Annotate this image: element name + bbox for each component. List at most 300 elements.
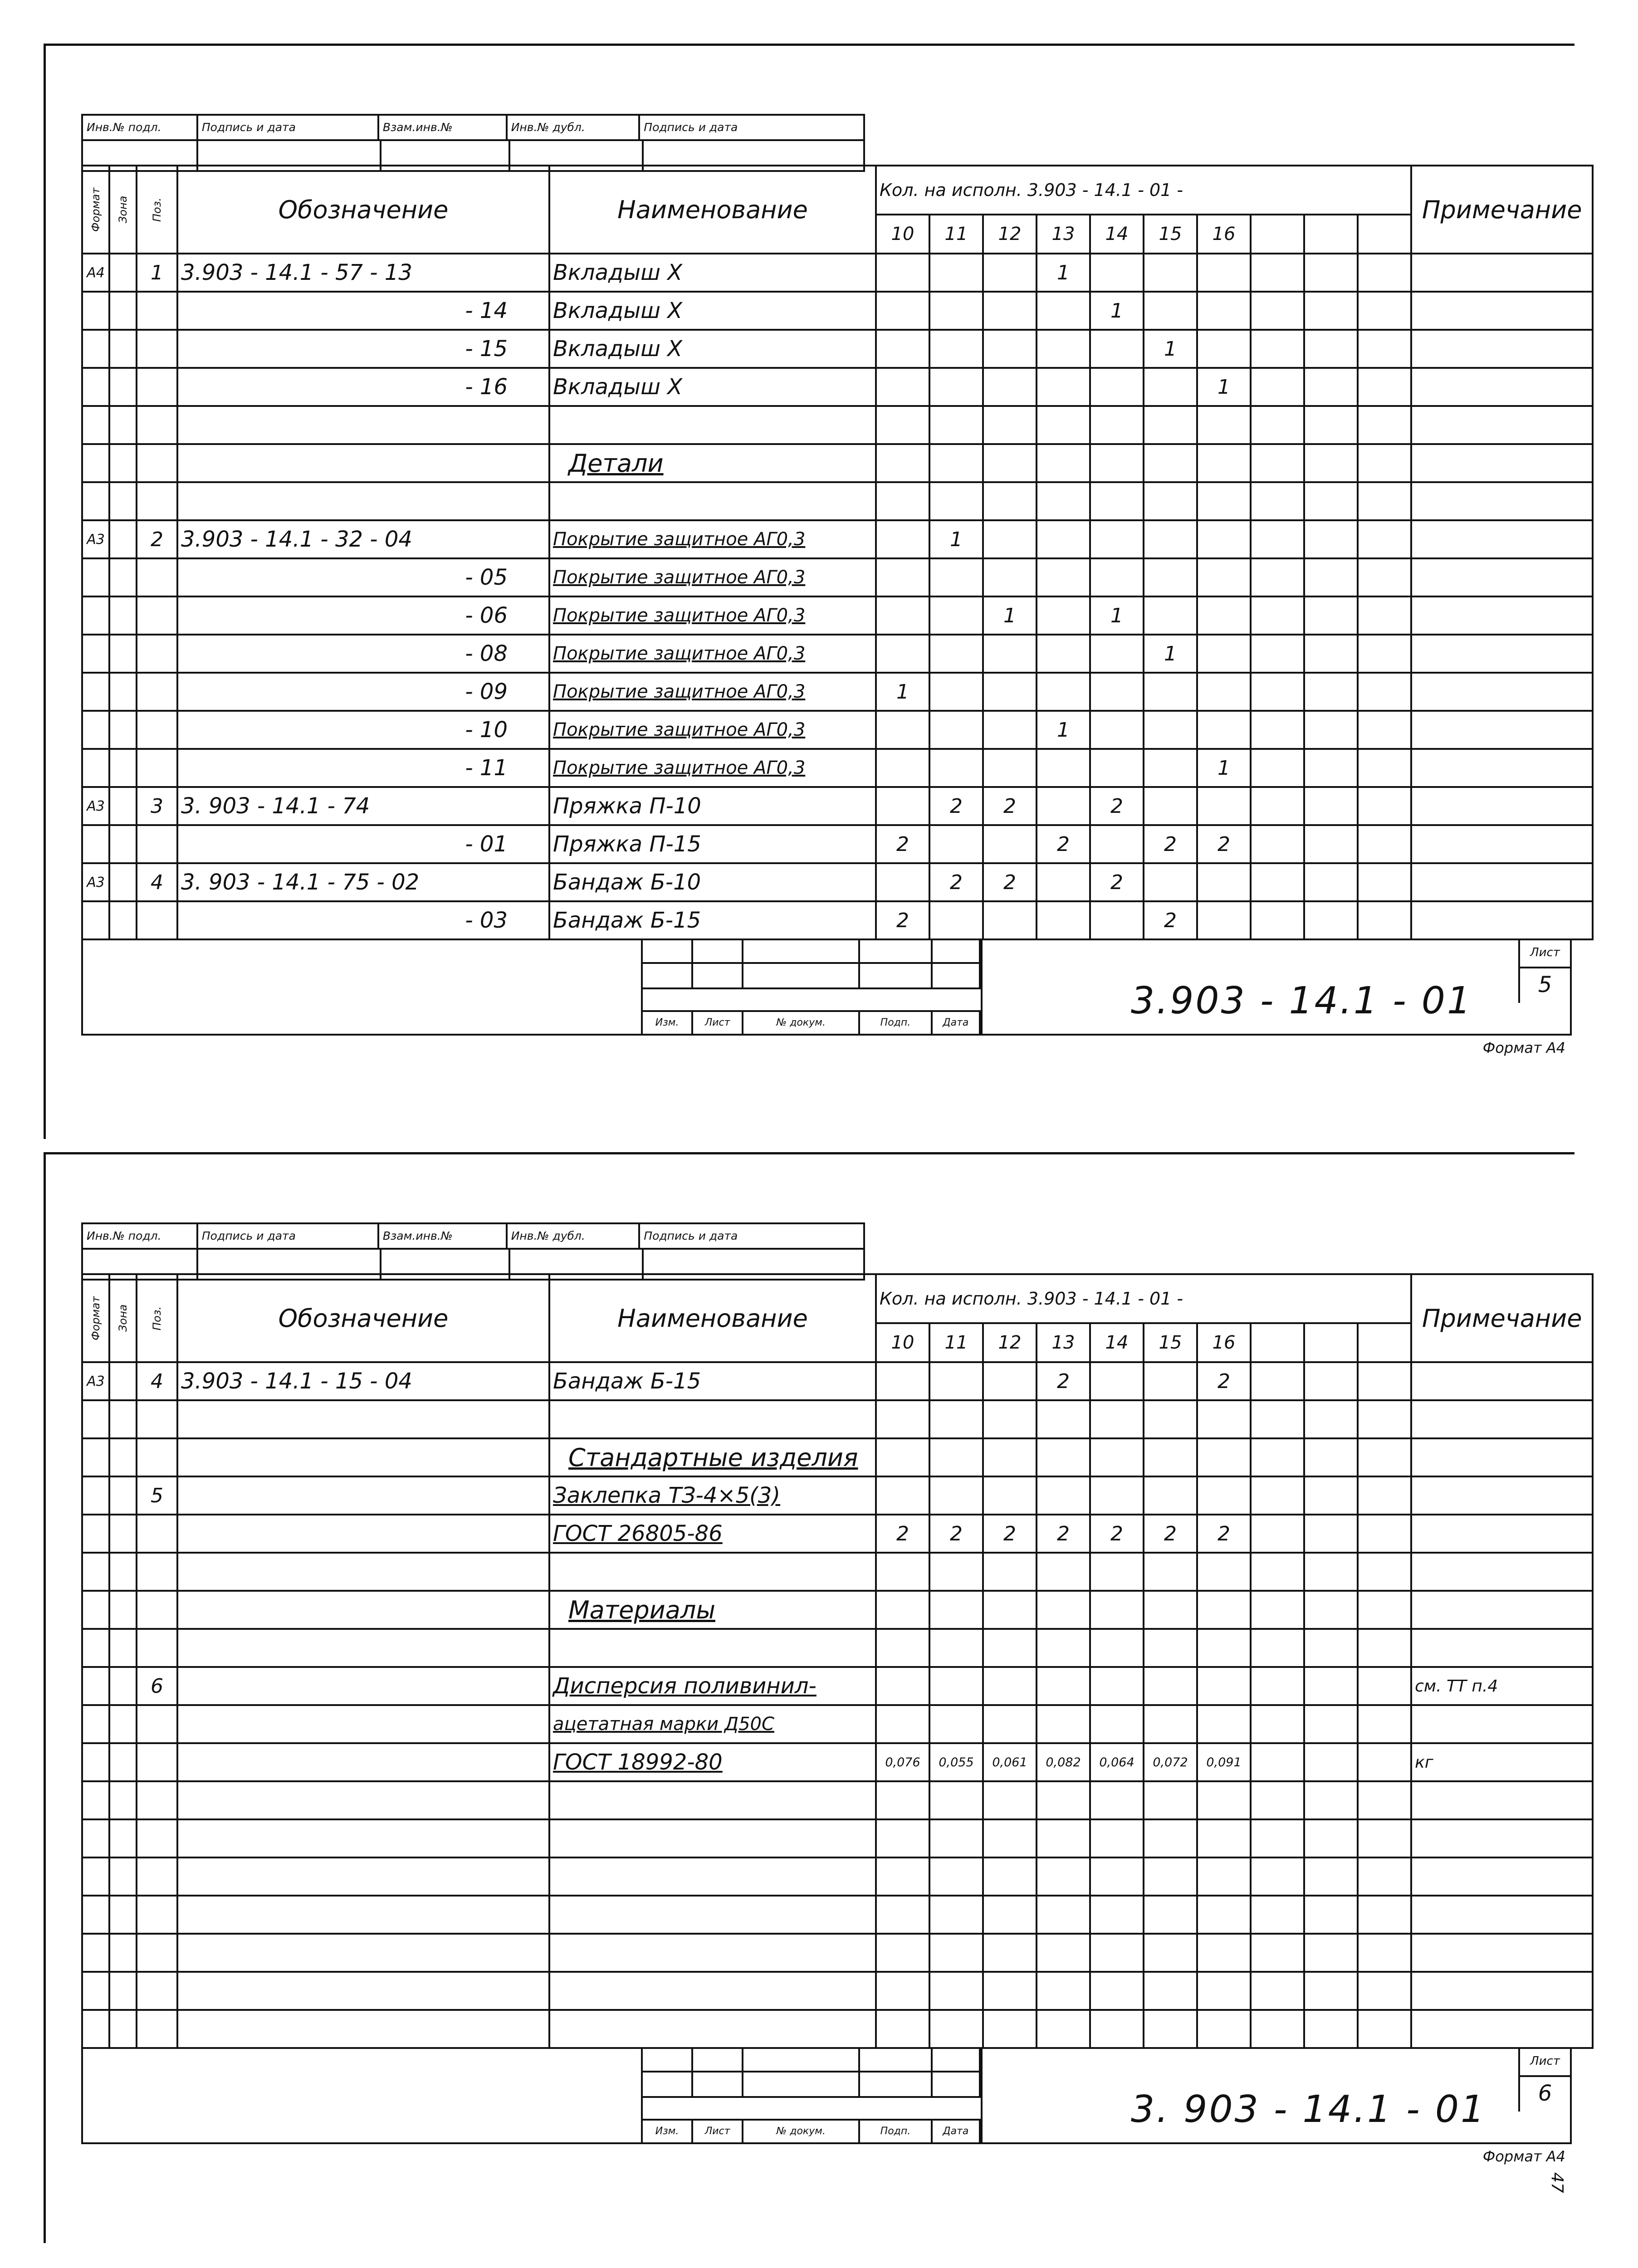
empty-cell (1144, 1438, 1197, 1476)
format-cell (82, 1667, 109, 1705)
revision-label: Дата (933, 2121, 981, 2142)
name-cell (549, 787, 876, 825)
name-cell (549, 1705, 876, 1743)
empty-cell (983, 444, 1037, 482)
note-cell: кг (1411, 1743, 1593, 1781)
empty-cell (1251, 1857, 1304, 1896)
qty-cell (876, 749, 929, 787)
pos-cell: 5 (137, 1476, 177, 1515)
table-row (82, 558, 1593, 596)
empty-cell (1358, 558, 1411, 596)
note-cell (1411, 482, 1593, 520)
empty-cell (1358, 482, 1411, 520)
empty-cell (1251, 1934, 1304, 1972)
empty-cell (1304, 825, 1358, 863)
qty-cell (1144, 673, 1197, 711)
empty-cell (1358, 1362, 1411, 1400)
qty-cell (1037, 1857, 1090, 1896)
name-text: Бандаж Б-15 (553, 1369, 701, 1394)
note-cell (1411, 1819, 1593, 1857)
empty-cell (1304, 1705, 1358, 1743)
qty-cell: 2 (1197, 825, 1251, 863)
qty-cell (1197, 901, 1251, 939)
name-cell (549, 749, 876, 787)
qty-cell (1090, 1972, 1144, 2010)
qty-cell (1037, 1400, 1090, 1438)
empty-cell (1358, 368, 1411, 406)
empty-cell (1197, 444, 1251, 482)
note-cell (1411, 1629, 1593, 1667)
zone-cell (109, 1476, 137, 1515)
empty-cell (1144, 1591, 1197, 1629)
qty-cell (1037, 406, 1090, 444)
empty-cell (1304, 1362, 1358, 1400)
qty-cell (1144, 1362, 1197, 1400)
name-cell (549, 1934, 876, 1972)
qty-cell (876, 1553, 929, 1591)
format-cell (82, 1400, 109, 1438)
archive-label: Взам.инв.№ (379, 1224, 508, 1248)
header-variant: 10 (876, 215, 929, 254)
qty-cell (1090, 1857, 1144, 1896)
qty-cell (929, 1896, 983, 1934)
header-note: Примечание (1411, 1274, 1593, 1362)
empty-cell (1304, 1781, 1358, 1819)
pos-cell (137, 1743, 177, 1781)
empty-cell (1358, 1972, 1411, 2010)
revision-label: Лист (693, 1012, 743, 1034)
designation-cell: - 05 (177, 558, 549, 596)
empty-cell (1358, 1667, 1411, 1705)
revision-label: Изм. (643, 2121, 693, 2142)
archive-label: Подпись и дата (644, 1229, 738, 1242)
name-text: Дисперсия поливинил- (553, 1673, 817, 1699)
qty-cell (983, 1934, 1037, 1972)
empty-cell (1251, 787, 1304, 825)
zone-cell (109, 1362, 137, 1400)
name-text: Вкладыш Х (553, 260, 683, 285)
pos-cell (137, 1819, 177, 1857)
empty-cell (1251, 1476, 1304, 1515)
qty-cell (876, 1857, 929, 1896)
qty-cell: 2 (929, 1515, 983, 1553)
format-cell (82, 330, 109, 368)
empty-cell (1197, 1591, 1251, 1629)
empty-cell (1251, 368, 1304, 406)
qty-cell (1197, 1857, 1251, 1896)
qty-cell (1037, 1934, 1090, 1972)
empty-cell (137, 444, 177, 482)
header-variant (1358, 1323, 1411, 1362)
zone-cell (109, 520, 137, 558)
table-row (82, 1819, 1593, 1857)
qty-cell (929, 1781, 983, 1819)
qty-cell (1037, 1972, 1090, 2010)
note-cell (1411, 901, 1593, 939)
qty-cell (1144, 292, 1197, 330)
pos-cell (137, 825, 177, 863)
empty-cell (1304, 1819, 1358, 1857)
qty-cell (1090, 482, 1144, 520)
qty-cell (876, 330, 929, 368)
empty-cell (1251, 1629, 1304, 1667)
pos-cell (137, 482, 177, 520)
empty-cell (1358, 1629, 1411, 1667)
qty-cell (1037, 1781, 1090, 1819)
qty-cell: 2 (876, 1515, 929, 1553)
name-text: ГОСТ 26805-86 (553, 1521, 723, 1546)
qty-cell: 2 (1144, 901, 1197, 939)
name-text: Покрытие защитное АГ0,3 (553, 719, 806, 740)
name-cell (549, 520, 876, 558)
qty-cell (1144, 1781, 1197, 1819)
qty-cell (1090, 749, 1144, 787)
table-row (82, 2010, 1593, 2048)
qty-cell (1090, 901, 1144, 939)
qty-cell: 2 (1090, 787, 1144, 825)
pos-cell: 3 (137, 787, 177, 825)
format-cell (82, 1781, 109, 1819)
qty-cell (1197, 254, 1251, 292)
table-row (82, 1629, 1593, 1667)
empty-cell (1304, 711, 1358, 749)
qty-cell (929, 1553, 983, 1591)
table-row (82, 901, 1593, 939)
header-qty-group: Кол. на исполн. 3.903 - 14.1 - 01 - (876, 166, 1411, 215)
side-mark: 47 (1548, 2172, 1566, 2193)
name-text: Покрытие защитное АГ0,3 (553, 758, 806, 778)
designation-cell (177, 1934, 549, 1972)
qty-cell (1144, 1476, 1197, 1515)
table-row (82, 749, 1593, 787)
empty-cell (1251, 1553, 1304, 1591)
zone-cell (109, 1896, 137, 1934)
designation-cell (177, 1896, 549, 1934)
empty-cell (1358, 1591, 1411, 1629)
designation-cell (177, 1553, 549, 1591)
qty-cell (876, 482, 929, 520)
format-cell (82, 558, 109, 596)
qty-cell (1197, 673, 1251, 711)
empty-cell (1251, 1362, 1304, 1400)
qty-cell (929, 596, 983, 635)
qty-cell (929, 1934, 983, 1972)
format-cell (82, 673, 109, 711)
qty-cell (983, 406, 1037, 444)
qty-cell (1090, 558, 1144, 596)
note-cell (1411, 1857, 1593, 1896)
qty-cell (1090, 330, 1144, 368)
name-text: Заклепка ТЗ-4×5(3) (553, 1483, 781, 1508)
header-zone: Зона (109, 166, 137, 254)
table-row (82, 482, 1593, 520)
qty-cell (1197, 863, 1251, 901)
header-zone: Зона (109, 1274, 137, 1362)
empty-cell (177, 1591, 549, 1629)
empty-cell (1358, 2010, 1411, 2048)
section-heading-text: Материалы (568, 1595, 715, 1624)
empty-cell (1304, 520, 1358, 558)
pos-cell (137, 368, 177, 406)
pos-cell (137, 1781, 177, 1819)
empty-cell (1251, 2010, 1304, 2048)
zone-cell (109, 1857, 137, 1896)
name-cell (549, 1476, 876, 1515)
empty-cell (1251, 901, 1304, 939)
note-cell (1411, 1515, 1593, 1553)
zone-cell (109, 1553, 137, 1591)
qty-cell (1090, 1781, 1144, 1819)
zone-cell (109, 1819, 137, 1857)
qty-cell (1037, 2010, 1090, 2048)
empty-cell (1358, 520, 1411, 558)
qty-cell (983, 292, 1037, 330)
qty-cell (1197, 1667, 1251, 1705)
format-cell (82, 1553, 109, 1591)
name-text: Бандаж Б-10 (553, 870, 701, 895)
qty-cell (876, 406, 929, 444)
empty-cell (1304, 1896, 1358, 1934)
format-cell (82, 749, 109, 787)
pos-cell: 4 (137, 1362, 177, 1400)
note-cell (1411, 558, 1593, 596)
empty-cell (1251, 711, 1304, 749)
designation-cell: - 08 (177, 635, 549, 673)
header-variant: 14 (1090, 215, 1144, 254)
empty-cell (1304, 558, 1358, 596)
empty-cell (1304, 1591, 1358, 1629)
empty-cell (1251, 1705, 1304, 1743)
designation-cell: - 11 (177, 749, 549, 787)
qty-cell (876, 1667, 929, 1705)
table-row (82, 1857, 1593, 1896)
qty-cell: 2 (1197, 1515, 1251, 1553)
qty-cell (1037, 635, 1090, 673)
empty-cell (1251, 1591, 1304, 1629)
qty-cell (929, 1819, 983, 1857)
empty-cell (876, 1591, 929, 1629)
qty-cell: 1 (1144, 635, 1197, 673)
empty-cell (1037, 444, 1090, 482)
qty-cell (929, 711, 983, 749)
empty-cell (1251, 292, 1304, 330)
empty-cell (1251, 749, 1304, 787)
table-row (82, 863, 1593, 901)
qty-cell (1090, 2010, 1144, 2048)
qty-cell (983, 558, 1037, 596)
empty-cell (1411, 1438, 1593, 1476)
empty-cell (1304, 292, 1358, 330)
pos-cell (137, 1896, 177, 1934)
qty-cell (1037, 863, 1090, 901)
name-cell (549, 901, 876, 939)
qty-cell (1197, 1819, 1251, 1857)
document-number: 3. 903 - 14.1 - 01 (1131, 2088, 1486, 2131)
qty-cell (1197, 1400, 1251, 1438)
empty-cell (1358, 1934, 1411, 1972)
revision-label: Дата (933, 1012, 981, 1034)
qty-cell (983, 1400, 1037, 1438)
zone-cell (109, 254, 137, 292)
empty-cell (1304, 1667, 1358, 1705)
name-cell (549, 596, 876, 635)
section-heading (549, 1591, 876, 1629)
zone-cell (109, 1781, 137, 1819)
qty-cell (1144, 520, 1197, 558)
qty-cell (1197, 558, 1251, 596)
empty-cell (1358, 1857, 1411, 1896)
name-cell (549, 1972, 876, 2010)
format-cell (82, 901, 109, 939)
archive-strip (81, 1222, 865, 1281)
designation-cell (177, 406, 549, 444)
zone-cell (109, 673, 137, 711)
empty-cell (1251, 635, 1304, 673)
qty-cell (876, 1972, 929, 2010)
empty-cell (1251, 1972, 1304, 2010)
designation-cell (177, 1667, 549, 1705)
qty-cell (1037, 482, 1090, 520)
table-row (82, 1934, 1593, 1972)
empty-cell (1251, 254, 1304, 292)
qty-cell (1197, 2010, 1251, 2048)
pos-cell (137, 711, 177, 749)
empty-cell (1251, 825, 1304, 863)
empty-cell (1358, 1781, 1411, 1819)
header-note: Примечание (1411, 166, 1593, 254)
qty-cell (876, 1896, 929, 1934)
qty-cell (1090, 1896, 1144, 1934)
empty-cell (1358, 1743, 1411, 1781)
header-variant: 11 (929, 215, 983, 254)
spec-table (81, 165, 1594, 940)
qty-cell (876, 1934, 929, 1972)
format-cell (82, 1476, 109, 1515)
designation-cell: - 03 (177, 901, 549, 939)
zone-cell (109, 1667, 137, 1705)
name-cell (549, 825, 876, 863)
qty-cell: 2 (1037, 1362, 1090, 1400)
title-block (81, 2047, 1572, 2165)
empty-cell (1304, 901, 1358, 939)
empty-cell (1037, 1591, 1090, 1629)
qty-cell (1037, 1667, 1090, 1705)
qty-cell (876, 1819, 929, 1857)
qty-cell (983, 825, 1037, 863)
qty-cell (983, 254, 1037, 292)
pos-cell (137, 673, 177, 711)
qty-cell (876, 2010, 929, 2048)
qty-cell (1197, 1934, 1251, 1972)
header-qty-group: Кол. на исполн. 3.903 - 14.1 - 01 - (876, 1274, 1411, 1323)
qty-cell (1037, 330, 1090, 368)
note-cell (1411, 1476, 1593, 1515)
name-cell (549, 1362, 876, 1400)
empty-cell (929, 444, 983, 482)
table-row (82, 1705, 1593, 1743)
qty-cell (1090, 1629, 1144, 1667)
name-text: ГОСТ 18992-80 (553, 1750, 723, 1775)
qty-cell (1090, 1553, 1144, 1591)
qty-cell: 2 (876, 901, 929, 939)
name-cell (549, 254, 876, 292)
header-format: Формат (82, 166, 109, 254)
empty-cell (1358, 1819, 1411, 1857)
table-row (82, 444, 1593, 482)
qty-cell (929, 1476, 983, 1515)
header-variant (1251, 215, 1304, 254)
pos-cell (137, 635, 177, 673)
designation-cell: - 16 (177, 368, 549, 406)
qty-cell (1197, 635, 1251, 673)
qty-cell: 2 (1197, 1362, 1251, 1400)
qty-cell: 2 (929, 787, 983, 825)
name-text: Покрытие защитное АГ0,3 (553, 605, 806, 626)
zone-cell (109, 368, 137, 406)
header-variant: 16 (1197, 215, 1251, 254)
header-variant: 11 (929, 1323, 983, 1362)
empty-cell (1251, 558, 1304, 596)
archive-label: Инв.№ дубл. (508, 116, 641, 139)
qty-cell: 0,076 (876, 1743, 929, 1781)
qty-cell: 1 (983, 596, 1037, 635)
qty-cell: 1 (1037, 254, 1090, 292)
empty-cell (1304, 1743, 1358, 1781)
pos-cell (137, 1629, 177, 1667)
note-cell (1411, 1705, 1593, 1743)
table-row (82, 673, 1593, 711)
qty-cell: 2 (983, 787, 1037, 825)
header-variant: 13 (1037, 1323, 1090, 1362)
qty-cell: 2 (983, 1515, 1037, 1553)
qty-cell (929, 673, 983, 711)
qty-cell (876, 1781, 929, 1819)
qty-cell (1197, 1629, 1251, 1667)
empty-cell (1251, 863, 1304, 901)
empty-cell (983, 1591, 1037, 1629)
name-cell (549, 1515, 876, 1553)
header-format: Формат (82, 1274, 109, 1362)
qty-cell (983, 1476, 1037, 1515)
qty-cell (1037, 520, 1090, 558)
spec-table (81, 1273, 1594, 2049)
format-label: Формат А4 (1482, 1039, 1565, 1056)
qty-cell (1197, 711, 1251, 749)
qty-cell (876, 292, 929, 330)
qty-cell (1037, 1896, 1090, 1934)
pos-cell (137, 292, 177, 330)
table-row (82, 1476, 1593, 1515)
designation-cell: - 01 (177, 825, 549, 863)
qty-cell (1197, 1781, 1251, 1819)
note-cell (1411, 292, 1593, 330)
empty-cell (1358, 673, 1411, 711)
qty-cell (1144, 1629, 1197, 1667)
qty-cell: 1 (1197, 749, 1251, 787)
zone-cell (109, 749, 137, 787)
empty-cell (1358, 901, 1411, 939)
header-variant (1251, 1323, 1304, 1362)
archive-label: Подпись и дата (198, 1224, 379, 1248)
pos-cell (137, 1553, 177, 1591)
header-variant: 13 (1037, 215, 1090, 254)
empty-cell (1304, 749, 1358, 787)
sheet-label: Лист (1518, 2047, 1570, 2077)
zone-cell (109, 406, 137, 444)
qty-cell (983, 1819, 1037, 1857)
name-text: Пряжка П-10 (553, 793, 701, 819)
note-cell (1411, 2010, 1593, 2048)
